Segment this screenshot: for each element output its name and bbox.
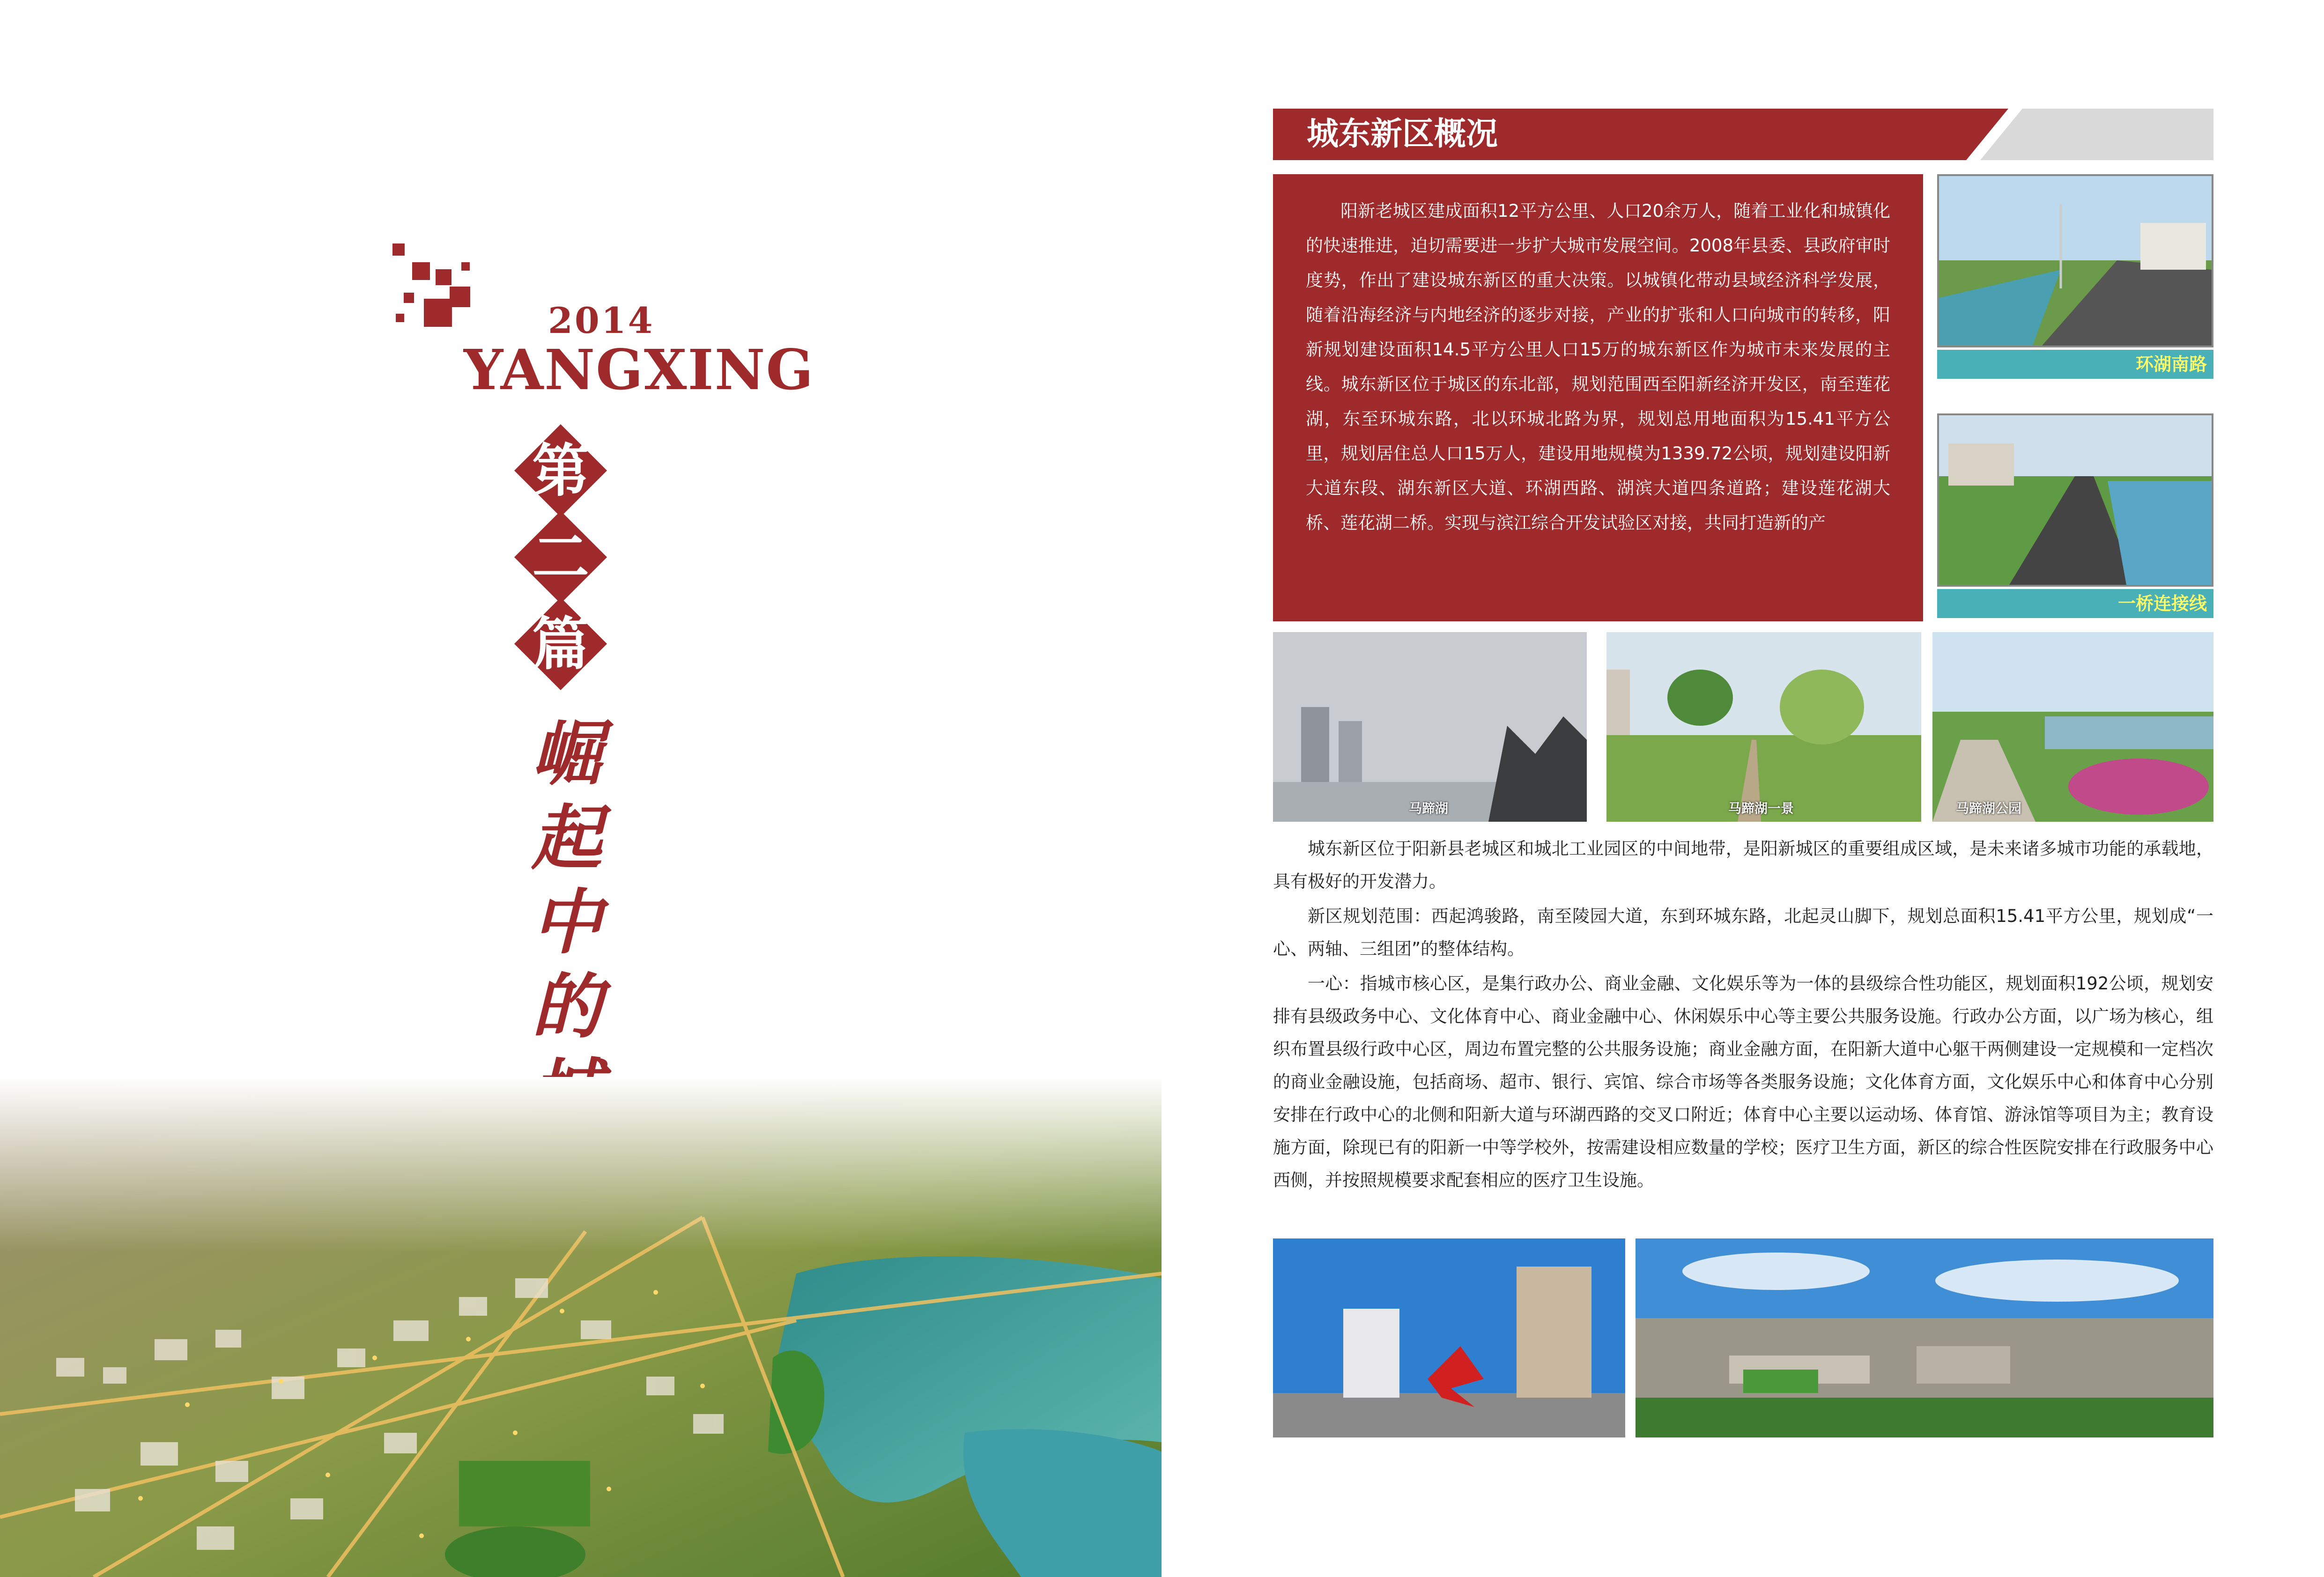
lake-photo-foggy: [1273, 632, 1587, 822]
road-photo-caption: 环湖南路: [1937, 350, 2213, 379]
bridge-road-photo: [1937, 413, 2213, 587]
part-char: 篇: [532, 610, 589, 678]
lake-photo-caption: 马蹄湖公园: [1956, 801, 2022, 816]
body-paragraph: 城东新区位于阳新县老城区和城北工业园区的中间地带，是阳新城区的重要组成区域，是未来诸多城市功能的承载地，具有极好的开发潜力。: [1273, 839, 2213, 892]
part-char: 第: [532, 437, 589, 504]
lake-photo-scene: [1606, 632, 1921, 822]
title-char: 的: [531, 965, 602, 1048]
body-paragraph: 一心：指城市核心区，是集行政办公、商业金融、文化娱乐等为一体的县级综合性功能区，规划面积192公顷，规划安排有县级政务中心、文化体育中心、商业金融中心、休闲娱乐中心等主要公共服务设施。行政办公方面，以广场为核心，组织布置县级行政中心区，周边布置完整的公共服务设施；商业金融方面，在阳新大道中心躯干两侧建设一定规模和一定档次的商业金融设施，包括商场、超市、银行、宾馆、综合市场等各类服务设施；文化体育方面，文化娱乐中心和体育中心分别安排在行政中心的北侧和阳新大道与环湖西路的交叉口附近；体育中心主要以运动场、体育馆、游泳馆等项目为主；教育设施方面，除现已有的阳新一中等学校外，按需建设相应数量的学校；医疗卫生方面，新区的综合性医院安排在行政服务中心西侧，并按照规模要求配套相应的医疗卫生设施。: [1273, 973, 2213, 1190]
section-title: 城东新区概况: [1307, 116, 1498, 153]
lake-photo-caption: 马蹄湖: [1409, 801, 1449, 816]
monument-photo: [1273, 1238, 1625, 1437]
title-char: 崛: [531, 713, 602, 795]
intro-text-box: 阳新老城区建成面积12平方公里、人口20余万人，随着工业化和城镇化的快速推进，迫切需要进一步扩大城市发展空间。2008年县委、县政府审时度势，作出了建设城东新区的重大决策。以城镇化带动县域经济科学发展，随着沿海经济与内地经济的逐步对接，产业的扩张和人口向城市的转移，阳新规划建设面积14.5平方公里人口15万的城东新区作为城市未来发展的主线。城东新区位于城区的东北部，规划范围西至阳新经济开发区，南至莲花湖，东至环城东路，北以环城北路为界，规划总用地面积为15.41平方公里，规划居住总人口15万人，建设用地规模为1339.72公顷，规划建设阳新大道东段、湖东新区大道、环湖西路、湖滨大道四条道路；建设莲花湖大桥、莲花湖二桥。实现与滨江综合开发试验区对接，共同打造新的产: [1273, 174, 1923, 621]
cover-year: 2014: [548, 300, 655, 341]
city-model-image: [0, 1077, 1162, 1577]
body-paragraph: 新区规划范围：西起鸿骏路，南至陵园大道，东到环城东路，北起灵山脚下，规划总面积15.41平方公里，规划成“一心、两轴、三组团”的整体结构。: [1273, 906, 2213, 959]
lake-photo-caption: 马蹄湖一景: [1728, 801, 1794, 816]
title-char: 中: [531, 881, 602, 964]
body-text: [1273, 833, 2213, 1199]
bridge-road-photo-caption: 一桥连接线: [1937, 589, 2213, 618]
title-char: 起: [531, 797, 602, 879]
city-panorama-photo: [1636, 1238, 2213, 1437]
cover-brand: YANGXING: [464, 337, 814, 402]
lake-photo-park: [1932, 632, 2213, 822]
road-photo: [1937, 174, 2213, 347]
part-char: 二: [532, 523, 589, 591]
